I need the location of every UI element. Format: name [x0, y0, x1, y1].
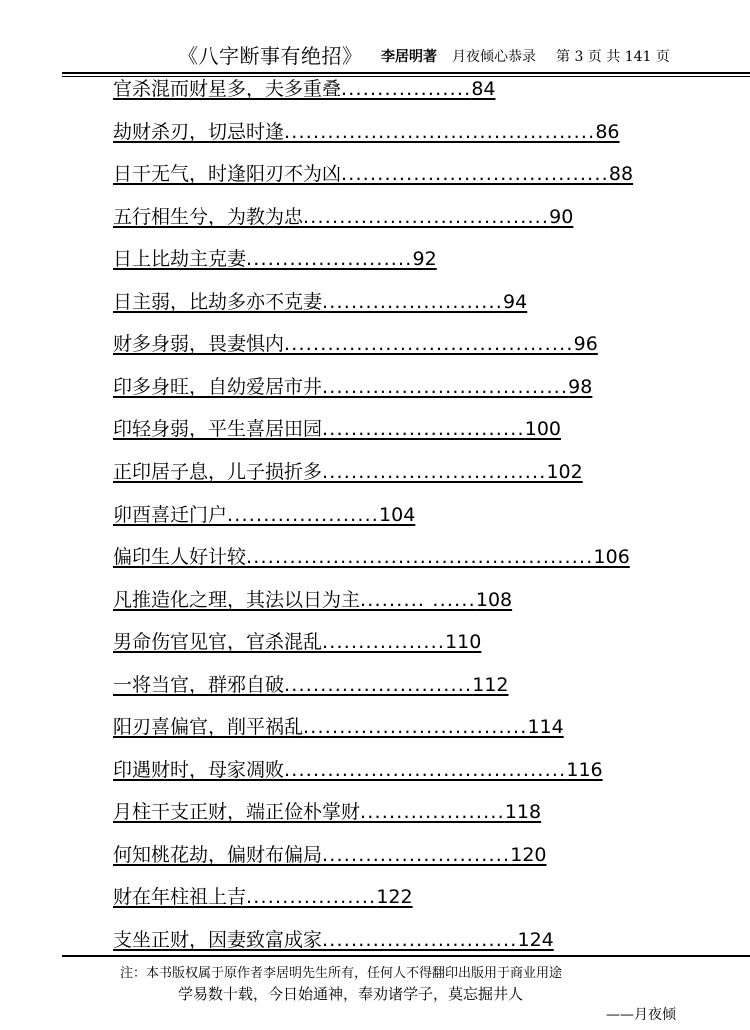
toc-entry[interactable] [113, 500, 415, 530]
toc-entry-title: 五行相生兮，为教为忠 [113, 206, 304, 228]
toc-entry[interactable] [113, 585, 512, 615]
toc-entry-page: 96 [573, 333, 598, 355]
toc-entry-leader: ............................... [303, 716, 528, 738]
toc-entry[interactable] [113, 159, 633, 189]
toc-entry-leader: ......................... [322, 291, 504, 313]
toc-entry-title: 凡推造化之理，其法以日为主 [113, 589, 361, 611]
toc-entry-page: 92 [412, 248, 437, 270]
toc-entry-leader: ..................................... [341, 163, 609, 185]
toc-entry[interactable] [113, 74, 496, 104]
toc-entry[interactable] [113, 925, 554, 955]
toc-entry[interactable] [113, 329, 598, 359]
toc-entry-page: 86 [595, 121, 620, 143]
toc-entry[interactable] [113, 457, 583, 487]
toc-entry-leader: ........................... [322, 929, 518, 951]
toc-entry-title: 男命伤官见官，官杀混乱 [113, 631, 323, 653]
toc-entry-leader: ................................................ [246, 546, 594, 568]
toc-entry-leader: ............................ [322, 418, 525, 440]
toc-entry[interactable] [113, 287, 527, 317]
toc-entry-page: 104 [379, 504, 416, 526]
toc-entry-leader: ........................................ [284, 333, 574, 355]
toc-entry-title: 印多身旺，自幼爱居市井 [113, 376, 323, 398]
toc-entry[interactable] [113, 542, 630, 572]
toc-entry-leader: .................. [246, 886, 377, 908]
toc-entry-leader: ............................... [322, 461, 547, 483]
toc-entry-page: 122 [376, 886, 413, 908]
toc-entry-page: 114 [527, 716, 564, 738]
toc-entry-title: 支坐正财，因妻致富成家 [113, 929, 323, 951]
toc-entry-leader: .................. [341, 78, 472, 100]
toc-entry[interactable] [113, 712, 564, 742]
toc-entry-leader: .......................... [322, 844, 511, 866]
copyright-note: 注：本书版权属于原作者李居明先生所有，任何人不得翻印出版用于商业用途 [120, 966, 563, 981]
toc-entry[interactable] [113, 244, 437, 274]
toc-entry[interactable] [113, 414, 561, 444]
page-info: 第 3 页 共 141 页 [556, 49, 670, 65]
toc-entry[interactable] [113, 117, 620, 147]
toc-entry-title: 日上比劫主克妻 [113, 248, 247, 270]
toc-entry-page: 120 [510, 844, 547, 866]
toc-entry-title: 官杀混而财星多，夫多重叠 [113, 78, 342, 100]
toc-entry[interactable] [113, 670, 509, 700]
toc-entry[interactable] [113, 202, 573, 232]
toc-entry-title: 偏印生人好计较 [113, 546, 247, 568]
toc-entry-page: 108 [475, 589, 513, 611]
toc-entry[interactable] [113, 627, 481, 657]
toc-entry-title: 月柱干支正财，端正俭朴掌财 [113, 801, 361, 823]
toc-entry[interactable] [113, 755, 603, 785]
footer-verse: 学易数十载，今日始通神，奉劝诸学子，莫忘掘井人 [178, 985, 524, 1003]
footer-rule [62, 955, 750, 957]
toc-entry-title: 正印居子息，儿子损折多 [113, 461, 323, 483]
toc-entry-leader: ....................................... [284, 759, 567, 781]
toc-entry-title: 阳刃喜偏官，削平祸乱 [113, 716, 304, 738]
toc-entry-page: 98 [568, 376, 593, 398]
toc-entry-title: 一将当官，群邪自破 [113, 674, 285, 696]
editor-credit: 月夜倾心恭录 [452, 49, 536, 65]
toc-entry-title: 印遇财时，母家凋败 [113, 759, 285, 781]
toc-entry-leader: .................................. [322, 376, 569, 398]
toc-entry-page: 100 [524, 418, 561, 440]
toc-entry[interactable] [113, 372, 592, 402]
toc-entry-leader: ................. [322, 631, 446, 653]
toc-entry-page: 102 [546, 461, 583, 483]
book-title: 《八字断事有绝招》 [178, 44, 363, 68]
toc-entry-title: 日干无气，时逢阳刃不为凶 [113, 163, 342, 185]
toc-entry-page: 84 [471, 78, 496, 100]
toc-entry-page: 106 [593, 546, 630, 568]
toc-entry[interactable] [113, 797, 541, 827]
toc-entry-page: 90 [549, 206, 574, 228]
toc-entry-title: 卯酉喜迁门户 [113, 504, 228, 526]
toc-entry-page: 94 [503, 291, 528, 313]
toc-entry-page: 124 [517, 929, 554, 951]
toc-entry-title: 印轻身弱，平生喜居田园 [113, 418, 323, 440]
toc-entry-page: 116 [566, 759, 603, 781]
toc-entry-page: 118 [504, 801, 542, 823]
author-name: 李居明著 [381, 49, 437, 65]
toc-entry-leader: ..................... [227, 504, 380, 526]
toc-entry-leader: .................................. [303, 206, 550, 228]
toc-entry-title: 财在年柱祖上吉 [113, 886, 247, 908]
toc-entry-title: 劫财杀刃，切忌时逢 [113, 121, 285, 143]
toc-entry-leader: ........................................... [284, 121, 596, 143]
toc-entry-leader: .................... [360, 801, 505, 823]
toc-entry-leader: ....................... [246, 248, 413, 270]
toc-entry-title: 财多身弱，畏妻惧内 [113, 333, 285, 355]
footer-signature: ——月夜倾 [606, 1007, 676, 1023]
toc-entry-leader: ......... ...... [360, 589, 476, 611]
toc-entry-page: 88 [608, 163, 634, 185]
toc-entry-page: 110 [445, 631, 482, 653]
toc-entry[interactable] [113, 840, 547, 870]
toc-entry-title: 何知桃花劫，偏财布偏局 [113, 844, 323, 866]
toc-entry-title: 日主弱，比劫多亦不克妻 [113, 291, 323, 313]
toc-entry-page: 112 [472, 674, 509, 696]
toc-entry[interactable] [113, 882, 413, 912]
toc-entry-leader: .......................... [284, 674, 473, 696]
